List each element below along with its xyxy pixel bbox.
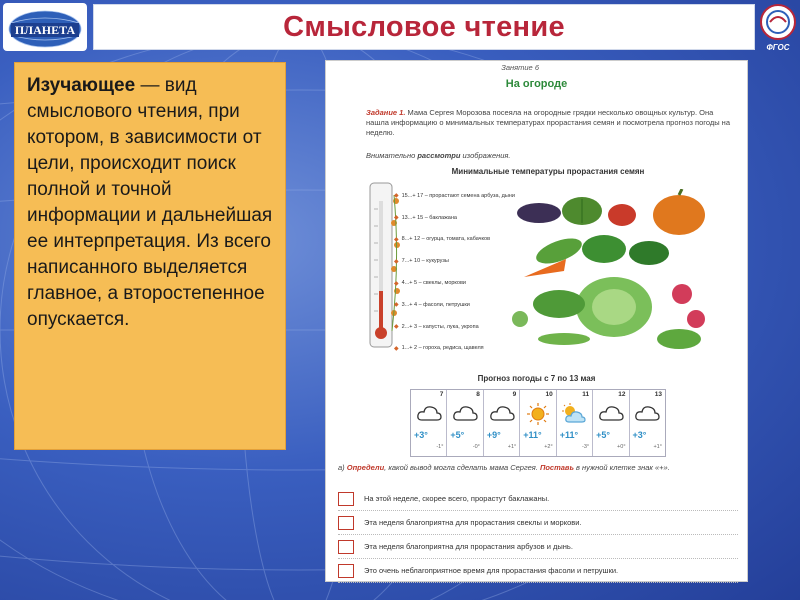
answer-option-text: Это очень неблагоприятное время для прорастания фасоли и петрушки.: [364, 566, 619, 575]
bullet-icon: ◆: [394, 258, 399, 265]
worksheet-image: [325, 60, 748, 582]
answer-option-text: Эта неделя благоприятна для прорастания арбузов и дынь.: [364, 542, 573, 551]
bullet-icon: ◆: [394, 324, 399, 331]
temperature-item-text: 2...+ 3 – капусты, лука, укропа: [401, 323, 479, 330]
cloud-icon: [416, 403, 442, 425]
look-suffix: изображения.: [460, 151, 511, 160]
task-label: Задание 1.: [366, 108, 406, 117]
svg-text:ПЛАНЕТА: ПЛАНЕТА: [14, 23, 76, 37]
forecast-date: 13: [654, 391, 662, 398]
forecast-date: 8: [476, 391, 480, 398]
bullet-icon: ◆: [394, 236, 399, 243]
cloud-icon: [634, 403, 660, 425]
look-prefix: Внимательно: [366, 151, 418, 160]
svg-text:ФГОС: ФГОС: [766, 43, 790, 52]
forecast-night-temp: +0°: [617, 444, 626, 450]
question-bold-2: Поставь: [539, 463, 574, 472]
forecast-day-temp: +3°: [414, 430, 428, 440]
planeta-logo-icon: [5, 5, 85, 49]
forecast-day: [447, 390, 483, 456]
planeta-logo: [3, 3, 87, 51]
answer-option-text: Эта неделя благоприятна для прорастания свеклы и моркови.: [364, 518, 582, 527]
forecast-day-temp: +9°: [486, 430, 501, 440]
temperature-item-text: 4...+ 5 – свеклы, моркови: [401, 280, 466, 287]
forecast-night-temp: -1°: [436, 444, 444, 450]
answer-checkbox[interactable]: [338, 540, 354, 554]
answer-option: [338, 559, 738, 583]
sun-cloud-icon: [561, 403, 587, 425]
definition-panel: [14, 62, 286, 450]
forecast-night-temp: +1°: [653, 444, 662, 450]
question-prefix: а): [338, 463, 347, 472]
answer-option-text: На этой неделе, скорее всего, прорастут баклажаны.: [364, 494, 550, 503]
answer-options: [338, 487, 738, 583]
cloud-icon: [452, 403, 478, 425]
answer-checkbox[interactable]: [338, 492, 354, 506]
temperature-item-text: 13...+ 15 – баклажана: [401, 214, 457, 221]
question-mid: , какой вывод могла сделать мама Сергея.: [384, 463, 540, 472]
forecast-day: [557, 390, 593, 456]
temperature-item-text: 1...+ 2 – гороха, редиса, щавеля: [401, 345, 484, 352]
answer-option: [338, 487, 738, 511]
forecast-date: 12: [618, 391, 626, 398]
min-temp-title: Минимальные температуры прорастания семян: [451, 167, 645, 176]
forecast-night-temp: -3°: [582, 444, 590, 450]
definition-term: Изучающее: [27, 75, 136, 96]
look-instruction: [366, 151, 511, 160]
question-bold-1: Определи: [346, 463, 385, 472]
forecast-day: [593, 390, 629, 456]
sun-icon: [525, 403, 551, 425]
forecast-day-temp: +5°: [450, 430, 465, 440]
forecast-day: [630, 390, 665, 456]
forecast-day-temp: +5°: [596, 430, 610, 440]
task-description: [366, 108, 738, 138]
forecast-date: 7: [439, 391, 444, 398]
forecast-date: 11: [582, 391, 590, 398]
vegetables-illustration: [504, 189, 718, 357]
fgos-logo: [758, 2, 798, 54]
lesson-label: Занятие 6: [501, 63, 539, 72]
temperature-item-text: 3...+ 4 – фасоли, петрушки: [401, 301, 470, 308]
look-bold: рассмотри: [417, 151, 461, 160]
bullet-icon: ◆: [394, 345, 399, 352]
temperature-item-text: 8...+ 12 – огурца, томата, кабачков: [401, 236, 490, 243]
forecast-date: 9: [512, 391, 517, 398]
forecast-day: [484, 390, 520, 456]
answer-checkbox[interactable]: [338, 564, 354, 578]
weather-forecast-table: [410, 389, 666, 457]
answer-option: [338, 535, 738, 559]
forecast-night-temp: +2°: [544, 444, 553, 450]
worksheet-title: На огороде: [505, 78, 568, 90]
fgos-logo-icon: [758, 2, 798, 54]
forecast-day-temp: +11°: [523, 430, 542, 440]
definition-text: — вид смыслового чтения, при котором, в зависимости от цели, происходит поиск полной и точной информации и дальнейшая ее интерпретация. Из всего написанного выделяется главное, а второстепенное опускается.: [27, 75, 273, 330]
forecast-day: [411, 390, 447, 456]
forecast-title: Прогноз погоды с 7 по 13 мая: [477, 374, 596, 383]
question-suffix: в нужной клетке знак «+».: [573, 463, 670, 472]
task-text: Мама Сергея Морозова посеяла на огородные грядки несколько овощных культур. Она нашла информацию о минимальных температурах прорастания семян и посмотрела прогноз погоды на неделю.: [366, 108, 730, 137]
bullet-icon: ◆: [394, 215, 399, 222]
bullet-icon: ◆: [394, 302, 399, 309]
forecast-day: [520, 390, 556, 456]
header-bar: [93, 4, 755, 50]
answer-checkbox[interactable]: [338, 516, 354, 530]
cloud-icon: [489, 403, 515, 425]
bullet-icon: ◆: [394, 280, 399, 287]
page-title: Смысловое чтение: [283, 10, 565, 43]
temperature-item-text: 7...+ 10 – кукурузы: [401, 258, 449, 265]
forecast-day-temp: +11°: [559, 430, 579, 440]
forecast-night-temp: -0°: [472, 444, 480, 450]
answer-option: [338, 511, 738, 535]
bullet-icon: ◆: [394, 193, 399, 200]
forecast-day-temp: +3°: [632, 430, 647, 440]
forecast-date: 10: [545, 391, 553, 398]
question-text: [338, 463, 738, 473]
forecast-night-temp: +1°: [507, 444, 517, 450]
cloud-icon: [598, 403, 624, 425]
temperature-item-text: 15...+ 17 – прорастают семена арбуза, дыни: [401, 192, 515, 199]
